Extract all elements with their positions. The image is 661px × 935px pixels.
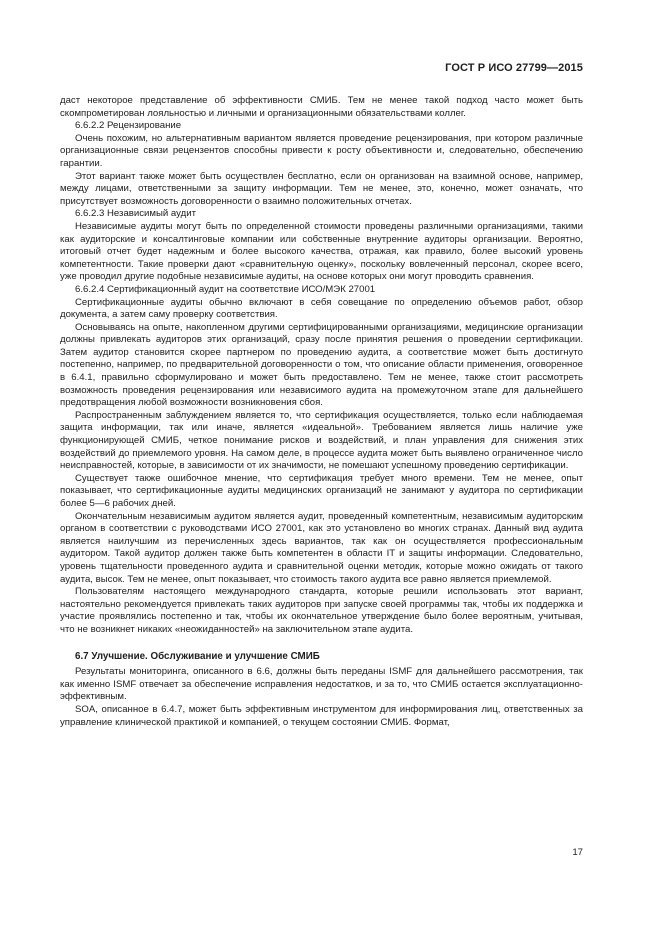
subsection-heading: 6.6.2.3 Независимый аудит [75,208,196,220]
subsection-heading: 6.6.2.4 Сертификационный аудит на соответствие ИСО/МЭК 27001 [75,283,376,295]
paragraph: SOA, описанное в 6.4.7, может быть эффективным инструментом для информирования лиц, ответственных за управление клинической практикой и компанией, о текущем состоянии СМИБ. Формат, [60,703,583,728]
paragraph: Очень похожим, но альтернативным вариантом является проведение рецензирования, при котором различные организационные связи рецензентов способны привести к росту объективности и, следовательно, обеспечению гарантии. [60,132,583,169]
paragraph: Распространенным заблуждением является то, что сертификация осуществляется, только если наблюдаемая защита информации, так или иначе, является «идеальной». Требованием является лишь наличие уже функционирующей СМИБ, четкое понимание рисков и воздействий, и план управления для снижения этих воздействий до приемлемого уровня. На самом деле, в процессе аудита может быть выявлено ограниченное число неисправностей, которые, в зависимости от их значимости, не помешают успешному проведению сертификации. [60,409,583,472]
paragraph: Этот вариант также может быть осуществлен бесплатно, если он организован на взаимной основе, например, между лицами, ответственными за защиту информации. Тем не менее, это, конечно, может означать, что присутствует возможность договоренности о взаимно положительных отчетах. [60,170,583,207]
document-body [60,95,583,729]
paragraph: Окончательным независимым аудитом является аудит, проведенный компетентным, независимым аудиторским органом в соответствии с руководствами ИСО 27001, как это установлено во многих странах. Данный вид аудита является наилучшим из перечисленных здесь вариантов, так как он осуществляется профессиональным аудитором. Такой аудитор должен также быть компетентен в области IT и защиты информации. Следовательно, уровень тщательности проведенного аудита и сравнительной оценки методик, которые можно ожидать от такого аудита, высок. Тем не менее, опыт показывает, что стоимость такого аудита все равно является приемлемой. [60,510,583,585]
paragraph: Основываясь на опыте, накопленном другими сертифицированными организациями, медицинские организации должны привлекать аудиторов этих организаций, сразу после принятия решения о проведении сертификации. Затем аудитор становится скорее партнером по проведению аудита, а соответствие может быть достигнуто постепенно, например, по предварительной договоренности о том, что описание области применения, оговоренное в 6.4.1, правильно сформулировано и может быть предоставлено. Тем не менее, также стоит рассмотреть возможность проведения рецензирования или независимого аудита на промежуточном этапе для дальнейшего предотвращения любой возможности возникновения сбоя. [60,321,583,409]
paragraph: Пользователям настоящего международного стандарта, которые решили использовать этот вариант, настоятельно рекомендуется привлекать таких аудиторов при запуске своей программы так, чтобы их поддержка и участие проявлялись постепенно и так, чтобы их окончательное утверждение было более вероятным, учитывая, что не возникнет никаких «неожиданностей» на заключительном этапе аудита. [60,586,583,635]
paragraph: Результаты мониторинга, описанного в 6.6, должны быть переданы ISMF для дальнейшего рассмотрения, так как именно ISMF отвечает за обеспечение исправления недостатков, и за то, что СМИБ остается эксплуатационно-эффективным. [60,666,583,703]
subsection-heading: 6.6.2.2 Рецензирование [75,120,182,132]
paragraph: Существует также ошибочное мнение, что сертификация требует много времени. Тем не менее, опыт показывает, что сертификационные аудиты медицинских организаций не занимают у аудитора по сертификации более 5—6 рабочих дней. [60,472,583,509]
paragraph: даст некоторое представление об эффективности СМИБ. Тем не менее такой подход часто может быть скомпрометирован лояльностью и личными и организационными обязательствами коллег. [60,95,583,119]
document-header: ГОСТ Р ИСО 27799—2015 [445,62,583,74]
paragraph: Сертификационные аудиты обычно включают в себя совещание по определению объемов работ, обзор документа, а затем саму проверку соответствия. [60,296,583,321]
page-number: 17 [572,847,583,858]
paragraph: Независимые аудиты могут быть по определенной стоимости проведены различными организациями, такими как аудиторские и консалтинговые компании или собственные внутренние аудиторы организации. Вероятно, итоговый отчет будет надежным и более высокого качества, отражая, как правило, более высокий уровень компетентности. Такие проверки дают «сравнительную оценку», поскольку вовлеченный персонал, скорее всего, уже проводил другие подобные независимые аудиты, на основе которых они могут проводить сравнения. [60,220,583,283]
section-heading: 6.7 Улучшение. Обслуживание и улучшение СМИБ [75,650,320,662]
